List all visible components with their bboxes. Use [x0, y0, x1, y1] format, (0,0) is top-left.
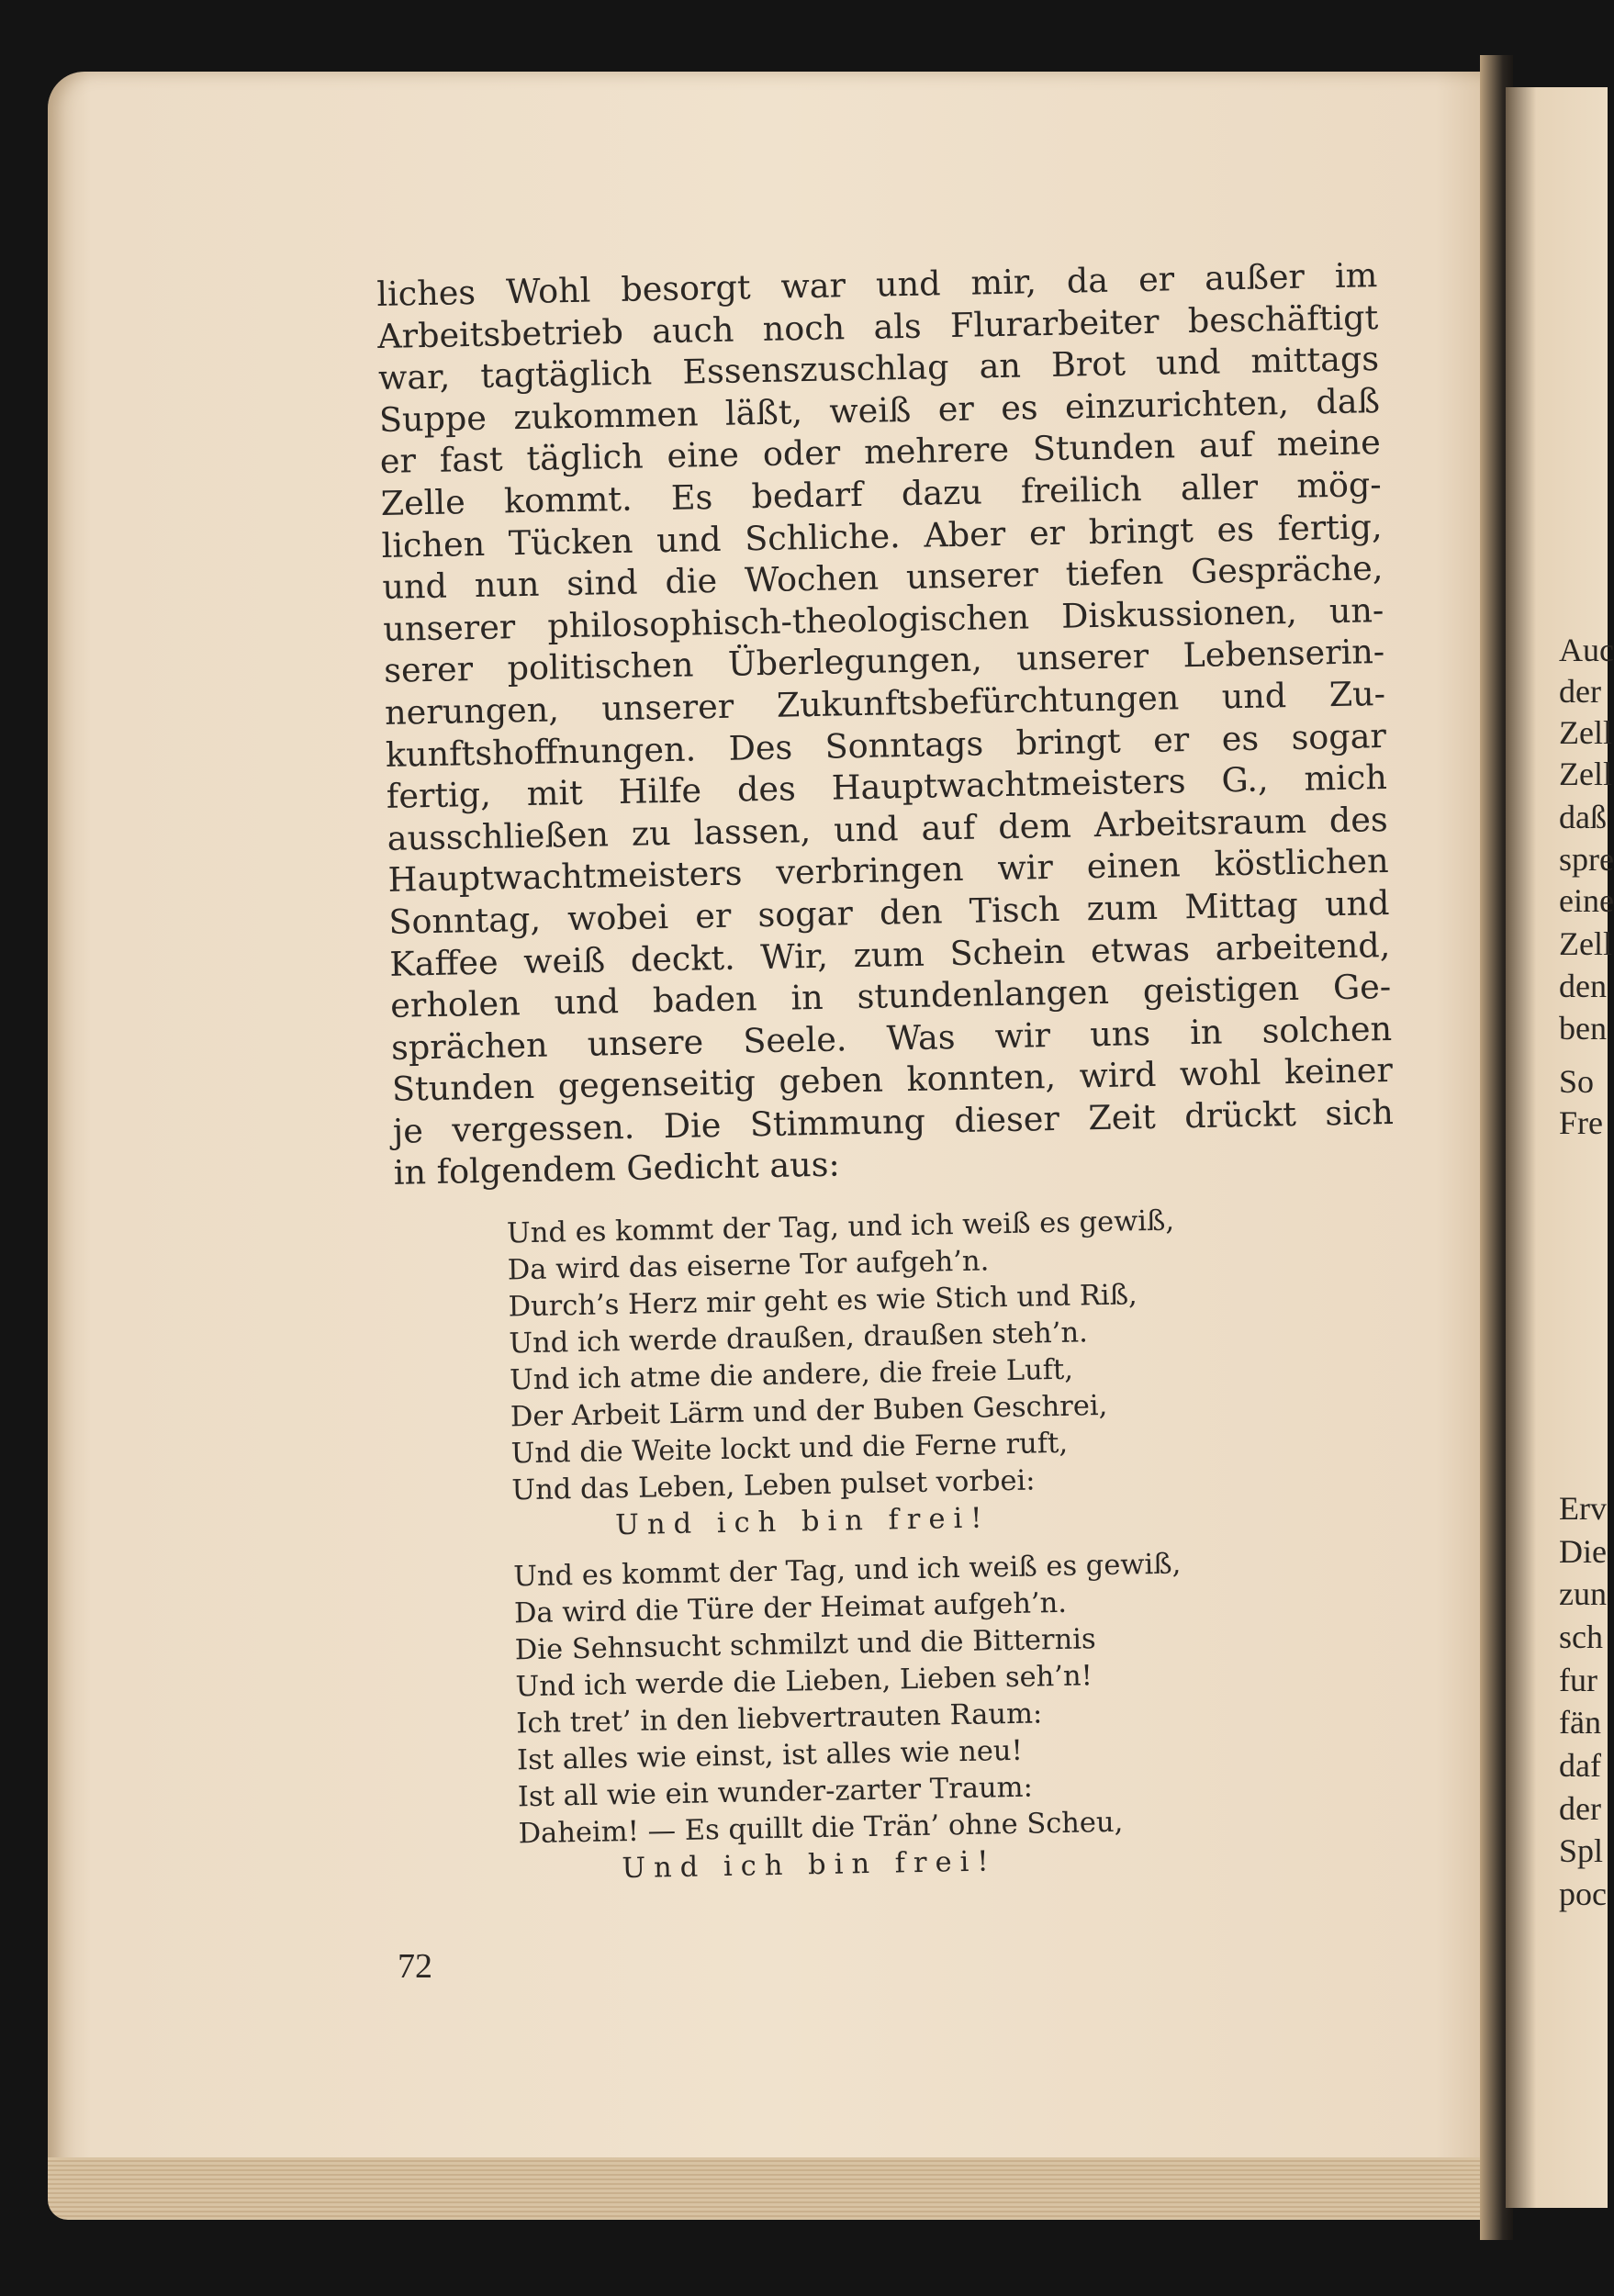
- prose-line: erholen und baden in stundenlangen geistigen Ge-: [389, 967, 1392, 1025]
- prose-line: Hauptwachtmeisters verbringen wir einen köstlichen: [387, 841, 1389, 901]
- poem-line: Durch’s Herz mir geht es wie Stich und Riß,: [508, 1279, 1138, 1324]
- facing-line: daß: [1559, 799, 1607, 835]
- facing-line: der: [1559, 673, 1601, 710]
- poem-line: Ich tret’ in den liebvertrauten Raum:: [516, 1697, 1043, 1741]
- prose-line: je vergessen. Die Stimmung dieser Zeit drückt sich: [392, 1092, 1395, 1151]
- facing-line: Auc: [1559, 632, 1614, 668]
- poem-line: Und das Leben, Leben pulset vorbei:: [511, 1464, 1036, 1507]
- facing-line: Fre: [1559, 1104, 1603, 1141]
- prose-line: kunftshoffnungen. Des Sonntags bringt er es sogar: [385, 715, 1387, 775]
- facing-line: ben: [1559, 1010, 1607, 1047]
- facing-line: Zell: [1559, 756, 1612, 792]
- poem-line: Ist alles wie einst, ist alles wie neu!: [516, 1734, 1024, 1777]
- poem-line: Und es kommt der Tag, und ich weiß es gewiß,: [512, 1548, 1182, 1594]
- poem-stanza-1: [507, 1199, 1411, 1547]
- facing-line: So: [1559, 1063, 1595, 1100]
- poem-line: Und die Weite lockt und die Ferne ruft,: [510, 1427, 1069, 1471]
- facing-line: eine: [1559, 882, 1614, 919]
- poem-stanza-2: [513, 1542, 1418, 1890]
- prose-line: in folgendem Gedicht aus:: [393, 1144, 841, 1193]
- poem-line: Und ich werde draußen, draußen steh’n.: [509, 1316, 1089, 1361]
- poem-line: Daheim! — Es quillt die Trän’ ohne Scheu,: [518, 1806, 1124, 1851]
- poem-line: Da wird das eiserne Tor aufgeh’n.: [507, 1245, 990, 1287]
- prose-line: und nun sind die Wochen unserer tiefen Gespräche,: [382, 548, 1384, 608]
- poem-line: Da wird die Türe der Heimat aufgeh’n.: [513, 1586, 1068, 1630]
- facing-line: Zell: [1559, 714, 1612, 751]
- facing-line: der: [1559, 1790, 1601, 1827]
- poem-refrain: Und ich bin frei!: [614, 1502, 991, 1542]
- prose-line: war, tagtäglich Essenszuschlag an Brot und mittags: [377, 339, 1380, 398]
- prose-paragraph: [376, 254, 1404, 1194]
- poem-line: Und ich werde die Lieben, Lieben seh’n!: [515, 1660, 1093, 1704]
- prose-line: er fast täglich eine oder mehrere Stunden auf meine: [379, 422, 1382, 482]
- poem: [507, 1199, 1418, 1890]
- page-number: 72: [398, 1947, 432, 1986]
- facing-line: Erv: [1559, 1490, 1607, 1527]
- prose-line: nerungen, unserer Zukunftsbefürchtungen und Zu-: [384, 673, 1386, 733]
- facing-line: den: [1559, 968, 1607, 1004]
- poem-refrain: Und ich bin frei!: [622, 1845, 997, 1886]
- prose-line: lichen Tücken und Schliche. Aber er bringt es fertig,: [381, 506, 1383, 566]
- prose-line: ausschließen zu lassen, und auf dem Arbeitsraum des: [387, 799, 1389, 858]
- poem-line: Ist all wie ein wunder-zarter Traum:: [517, 1771, 1034, 1814]
- prose-line: Stunden gegenseitig geben konnten, wird wohl keiner: [391, 1050, 1394, 1110]
- facing-line: fur: [1559, 1662, 1597, 1698]
- facing-line: sch: [1559, 1618, 1603, 1655]
- poem-line: Der Arbeit Lärm und der Buben Geschrei,: [510, 1390, 1108, 1434]
- prose-line: Zelle kommt. Es bedarf dazu freilich aller mög-: [380, 465, 1383, 523]
- page-body: [376, 254, 1418, 1905]
- prose-line: fertig, mit Hilfe des Hauptwachtmeisters G., mich: [386, 757, 1388, 817]
- page-edges: [48, 2157, 1494, 2220]
- prose-line: Sonntag, wobei er sogar den Tisch zum Mittag und: [388, 882, 1390, 942]
- poem-line: Und ich atme die andere, die freie Luft,: [509, 1353, 1074, 1397]
- facing-line: spre: [1559, 841, 1614, 878]
- prose-line: sprächen unsere Seele. Was wir uns in solchen: [390, 1008, 1393, 1068]
- facing-line: Spl: [1559, 1832, 1604, 1869]
- facing-line: daf: [1559, 1747, 1601, 1784]
- facing-line: zun: [1559, 1575, 1607, 1612]
- facing-line: Die: [1559, 1533, 1607, 1570]
- facing-line: fän: [1559, 1704, 1601, 1741]
- prose-line: Kaffee weiß deckt. Wir, zum Schein etwas arbeitend,: [389, 924, 1391, 984]
- prose-line: serer politischen Überlegungen, unserer Lebenserin-: [383, 632, 1385, 691]
- prose-line: Arbeitsbetrieb auch noch als Flurarbeiter beschäftigt: [376, 297, 1379, 356]
- prose-line: Suppe zukommen läßt, weiß er es einzurichten, daß: [378, 380, 1381, 440]
- facing-line: Zell: [1559, 925, 1612, 962]
- prose-line: unserer philosophisch-theologischen Diskussionen, un-: [383, 589, 1384, 649]
- poem-line: Und es kommt der Tag, und ich weiß es gewiß,: [506, 1204, 1175, 1250]
- facing-line: poc: [1559, 1876, 1607, 1912]
- poem-line: Die Sehnsucht schmilzt und die Bitternis: [514, 1623, 1096, 1667]
- prose-line: liches Wohl besorgt war und mir, da er außer im: [376, 255, 1378, 314]
